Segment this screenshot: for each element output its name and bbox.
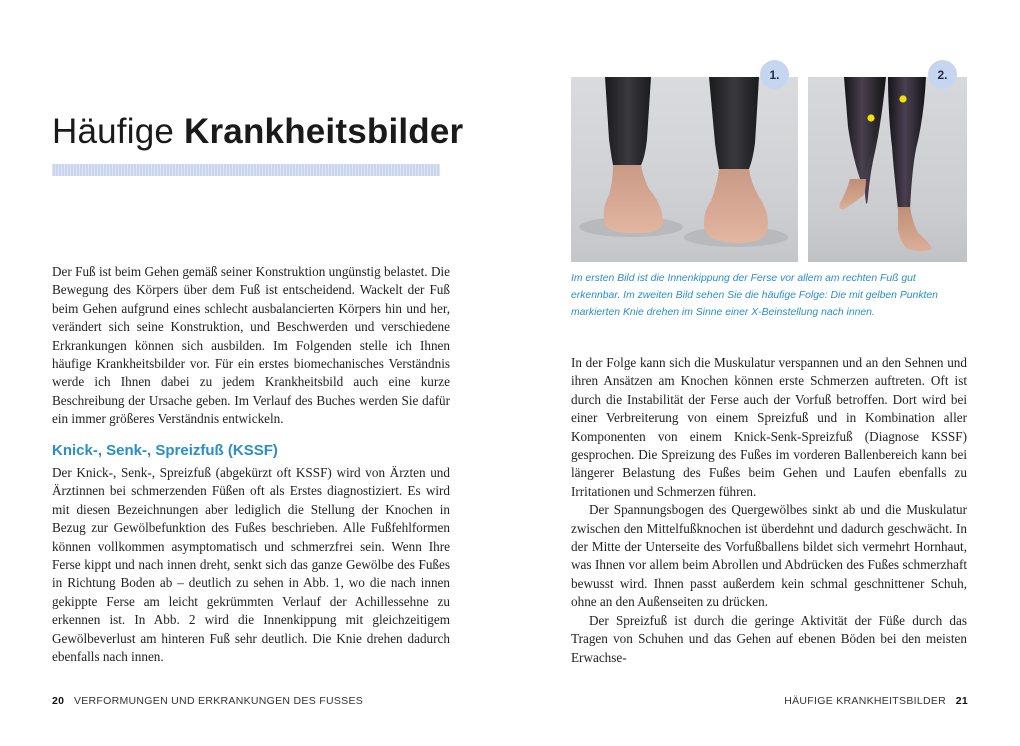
figure-badge-2: 2. (928, 60, 957, 89)
title-light: Häufige (52, 112, 175, 151)
image-caption: Im ersten Bild ist die Innenkippung der Ferse vor allem am rechten Fuß gut erkennbar. Im zweiten Bild sehen Sie die häufige Folge: Die mit gelben Punkten markierten Knie drehen im Sinne einer X-Beinstellung nach innen. (571, 273, 938, 318)
body-paragraph-2: Der Spannungsbogen des Quergewölbes sinkt ab und die Muskulatur zwischen den Mittelfußknochen ist überdehnt und dadurch geschwächt. In der Mitte der Unterseite des Vorfußballens bildet sich vermehrt Hornhaut, was Ihnen vor allem beim Abrollen und Abdrücken des Fußes schmerzhaft bewusst wird. Ihnen passt außerdem kein schmal geschnittener Schuh, ohne an den Außenseiten zu drücken. (571, 502, 967, 610)
running-title-left: VERFORMUNGEN UND ERKRANKUNGEN DES FUSSES (73, 695, 364, 707)
intro-paragraph: Der Fuß ist beim Gehen gemäß seiner Konstruktion ungünstig belastet. Die Bewegung des Körpers über dem Fuß ist entscheidend. Wackelt der Fuß beim Gehen aufgrund eines schlecht ausbalancierten Körpers hin und her, verändert sich seine Konstruktion, und Beschwerden und verschiedene Erkrankungen können sich ausbilden. Im Folgenden stelle ich Ihnen häufige Krankheitsbilder vor. Für ein erstes biomechanisches Verständnis werde ich Ihnen dabei zu jedem Krankheitsbild auch eine kurze Beschreibung der Ursache geben. Im Verlauf des Buches werden Sie dafür ein immer größeres Verständnis entwickeln. (52, 264, 450, 427)
page-number-left: 20 (52, 695, 65, 707)
page-number-right: 21 (955, 695, 968, 707)
page-title (52, 112, 463, 152)
title-bold: Krankheitsbilder (183, 112, 464, 151)
section-heading-kssf: Knick-, Senk-, Spreizfuß (KSSF) (52, 442, 278, 459)
kssf-paragraph: Der Knick-, Senk-, Spreizfuß (abgekürzt oft KSSF) wird von Ärzten und Ärztinnen bei schmerzenden Füßen oft als Erstes diagnostiziert. Es wird mit diesen Bezeichnungen aber lediglich die Stellung der Knochen in Bezug zur Gewölbefunktion des Fußes beschrieben. Alle Fußfehlformen können vollkommen asymptomatisch und schmerzfrei sein. Wenn Ihre Ferse kippt und nach innen dreht, senkt sich das ganze Gewölbe des Fußes in Richtung Boden ab – deutlich zu sehen in Abb. 1, wo die nach innen gekippte Ferse am leicht gekrümmten Verlauf der Achillessehne zu erkennen ist. In Abb. 2 wird die Innenkippung mit gleichzeitigem Gewölbeverlust am hinteren Fuß sehr deutlich. Die Knie drehen dadurch ebenfalls nach innen. (52, 465, 450, 665)
figure-badge-1: 1. (760, 60, 789, 89)
knee-marker-right (899, 95, 906, 102)
title-underline-bar (52, 164, 440, 176)
body-paragraph-3: Der Spreizfuß ist durch die geringe Aktivität der Füße durch das Tragen von Schuhen und das Gehen auf ebenen Böden bei den meisten Erwachse- (571, 612, 967, 665)
photo-heels-from-behind (571, 77, 798, 262)
knee-marker-left (867, 114, 874, 121)
footer-right (784, 695, 968, 707)
running-title-right: HÄUFIGE KRANKHEITSBILDER (784, 695, 947, 707)
right-body-text (571, 354, 967, 667)
footer-left (52, 695, 363, 707)
body-paragraph-1: In der Folge kann sich die Muskulatur verspannen und an den Sehnen und ihren Ansätzen am Knochen können erste Schmerzen auftreten. Oft ist durch die Instabilität der Ferse auch der Vorfuß betroffen. Dort wird bei einer Verbreiterung von einem Spreizfuß und in Kombination aller Komponenten von einem Knick-Senk-Spreizfuß (Diagnose KSSF) gesprochen. Die Spreizung des Fußes im vorderen Ballenbereich kann bei längerer Belastung des Fußes beim Gehen und Laufen ebenfalls zu Irritationen und Schmerzen führen. (571, 355, 967, 499)
photo-legs-knee-markers (808, 77, 967, 262)
right-page (510, 0, 1020, 746)
